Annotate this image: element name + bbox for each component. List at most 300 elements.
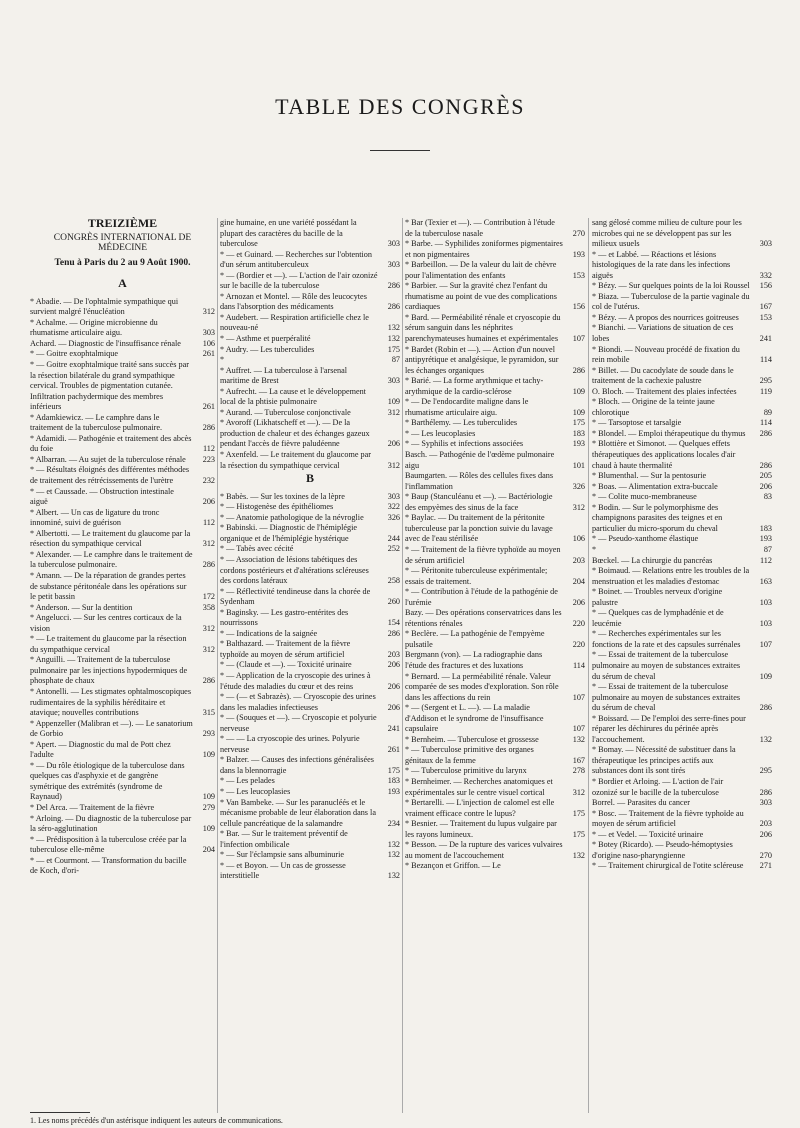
entry-page: 89: [763, 407, 772, 417]
entry-page: 241: [759, 334, 772, 344]
index-entry: [405, 703, 585, 735]
entry-text: * Adamkiewicz. — Le camphre dans le traitement de la tuberculose pulmonaire.: [30, 412, 163, 433]
index-entry: [405, 471, 585, 492]
entry-page: 260: [387, 597, 400, 607]
entry-text: * Albert. — Un cas de ligature du tronc innominé, suivi de guérison: [30, 507, 160, 528]
index-entry: [220, 292, 400, 313]
entry-text: * Besson. — De la rupture des varices vulvaires au moment de l'accouchement: [405, 840, 563, 860]
entry-page: 154: [387, 618, 400, 628]
index-entry: [592, 492, 772, 503]
entry-text: * — Péritonite tuberculeuse expérimentale; essais de traitement.: [405, 566, 548, 586]
entry-page: 153: [572, 270, 585, 280]
index-entry: [405, 513, 585, 545]
index-entry: [592, 556, 772, 567]
entry-page: 234: [387, 818, 400, 828]
entry-page: 286: [759, 460, 772, 470]
index-entry: [592, 682, 772, 714]
entry-page: 206: [387, 681, 400, 691]
entry-text: * — Tarsoptose et tarsalgie: [592, 418, 682, 428]
entry-text: * — et Boyon. — Un cas de grossesse interstitielle: [220, 860, 346, 881]
entry-text: * Blottière et Simonot. — Quelques effets thérapeutiques des applications locales d'air chaud à haute thermalité: [592, 439, 736, 470]
entry-text: sang gélosé comme milieu de culture pour les microbes qui ne se développent pas sur les milieux usuels: [592, 218, 742, 249]
index-entry: [30, 687, 215, 719]
entry-text: * — Les leucoplasies: [220, 786, 291, 796]
entry-page: 119: [760, 386, 772, 396]
entry-text: * Botey (Ricardo). — Pseudo-hémoptysies d'origine naso-pharyngienne: [592, 840, 733, 860]
congress-number: TREIZIÈME: [87, 216, 158, 230]
entry-page: 303: [387, 239, 400, 249]
entry-page: 132: [759, 734, 772, 744]
entry-text: * Abadie. — De l'ophtalmie sympathique qui survient malgré l'énucléation: [30, 296, 179, 317]
index-entry: [220, 334, 400, 345]
entry-text: Bergmann (von). — La radiographie dans l'étude des fractures et des luxations: [405, 650, 543, 670]
index-entry: [592, 418, 772, 429]
entry-text: * Arnozan et Montel. — Rôle des leucocytes dans l'absorption des médicaments: [220, 291, 367, 312]
index-entry: [405, 397, 585, 418]
index-entry: [220, 355, 400, 366]
index-entry: [405, 566, 585, 587]
index-entry: [405, 777, 585, 798]
entry-text: * — Essai de traitement de la tuberculose pulmonaire au moyen de substances extraites du sérum de cheval: [592, 682, 741, 713]
index-entry: [220, 313, 400, 334]
entry-page: 109: [572, 386, 585, 396]
entry-page: 206: [387, 439, 400, 449]
entry-page: 293: [202, 729, 215, 739]
entry-text: * — Réflectivité tendineuse dans la chorée de Sydenham: [220, 586, 371, 607]
entry-text: * Bodin. — Sur le polymorphisme des champignons parasites des teignes et en particulier du micro-sporum du cheval: [592, 502, 723, 533]
index-entry: [405, 439, 585, 450]
entry-page: 312: [572, 502, 585, 512]
entry-text: * Balthazard. — Traitement de la fièvre typhoïde au moyen de sérum artificiel: [220, 639, 351, 659]
index-entry: [592, 397, 772, 418]
entry-text: * Avoroff (Likhatscheff et —). — De la production de chaleur et des échanges gazeux pendant l'accès de fièvre paludéenne: [220, 418, 370, 449]
entry-page: 107: [572, 334, 585, 344]
entry-text: * Boas. — Alimentation extra-buccale: [592, 481, 718, 491]
index-entry: [592, 840, 772, 861]
index-entry: [30, 571, 215, 603]
index-entry: [592, 482, 772, 493]
section-letter: A: [118, 276, 127, 291]
entry-text: * Amann. — De la réparation de grandes pertes de substance péritonéale dans les opérations sur le petit bassin: [30, 570, 187, 602]
entry-text: * Babinski. — Diagnostic de l'hémiplégie organique et de l'hémiplégie hystérique: [220, 523, 358, 543]
index-entry: [220, 660, 400, 671]
index-entry: [405, 492, 585, 513]
entry-text: gine humaine, en une variété possédant la plupart des caractères du bacille de la tuberculose: [220, 218, 357, 249]
entry-page: 112: [760, 555, 772, 565]
entry-text: * Anderson. — Sur la dentition: [30, 602, 133, 612]
entry-page: 295: [759, 376, 772, 386]
entry-page: 109: [572, 407, 585, 417]
entry-page: 312: [202, 623, 215, 633]
entry-page: 244: [387, 533, 400, 543]
entry-page: 206: [759, 829, 772, 839]
index-entry: [405, 239, 585, 260]
index-column-2: [220, 218, 400, 882]
entry-text: * — Du rôle étiologique de la tuberculose dans quelques cas d'asphyxie et de gangrène symétrique des extrémités (syndrome de Raynaud): [30, 760, 185, 802]
index-entry: [220, 345, 400, 356]
column-divider: [588, 218, 589, 1113]
index-entry: [30, 603, 215, 614]
index-entry: [405, 587, 585, 608]
entry-text: * — et Courmont. — Transformation du bacille de Koch, d'ori-: [30, 855, 187, 876]
entry-page: 107: [759, 639, 772, 649]
index-entry: [30, 814, 215, 835]
entry-text: * — Traitement de la fièvre typhoïde au moyen de sérum artificiel: [405, 544, 561, 565]
entry-page: 183: [572, 428, 585, 438]
entry-text: * Del Arca. — Traitement de la fièvre: [30, 802, 155, 812]
entry-page: 109: [202, 750, 215, 760]
index-entry: [220, 850, 400, 861]
index-entry: [220, 502, 400, 513]
entry-page: 175: [572, 418, 585, 428]
entry-text: * — Résultats éloignés des différentes méthodes de traitement des rétrécissements de l'urètre: [30, 465, 190, 486]
index-entry: [592, 387, 772, 398]
index-entry: [592, 471, 772, 482]
entry-page: 109: [387, 397, 400, 407]
index-entry: [220, 418, 400, 450]
entry-page: 312: [387, 407, 400, 417]
index-entry: [30, 318, 215, 339]
entry-text: * Bertarelli. — L'injection de calomel est elle vraiment efficace contre le lupus?: [405, 798, 555, 818]
index-entry: [592, 292, 772, 313]
entry-page: 286: [202, 423, 215, 433]
entry-text: * — (Bordier et —). — L'action de l'air ozonizé sur le bacille de la tuberculose: [220, 270, 378, 291]
index-column-3: [405, 218, 585, 872]
entry-text: * — Tuberculose primitive des organes génitaux de la femme: [405, 745, 534, 765]
entry-text: * — et Labbé. — Réactions et lésions histologiques de la rate dans les infections aiguës: [592, 249, 731, 280]
index-entry: [220, 492, 400, 503]
index-entry: [405, 672, 585, 704]
index-entry: [592, 345, 772, 366]
entry-text: * — Quelques cas de lymphadénie et de leucémie: [592, 608, 724, 628]
entry-page: 261: [387, 744, 400, 754]
column-divider: [402, 218, 403, 1113]
entry-page: 286: [759, 703, 772, 713]
entry-text: * Blumenthal. — Sur la pentosurie: [592, 471, 707, 481]
entry-text: * Boissard. — De l'emploi des serre-fines pour réparer les déchirures du périnée après l'accouchement.: [592, 713, 746, 744]
entry-text: * Appenzeller (Malibran et —). — Le sanatorium de Gorbio: [30, 718, 193, 739]
index-entry: [405, 735, 585, 746]
index-entry: [220, 218, 400, 250]
entry-text: * — Anatomie pathologique de la névroglie: [220, 512, 364, 522]
index-entry: [30, 529, 215, 550]
entry-page: 112: [203, 444, 215, 454]
entry-page: 203: [572, 555, 585, 565]
index-entry: [30, 508, 215, 529]
entry-text: * — Syphilis et infections associées: [405, 439, 524, 449]
entry-text: * Bordier et Arloing. — L'action de l'air ozonizé sur le bacille de la tuberculose: [592, 776, 724, 797]
entry-text: * Bloch. — Origine de la teinte jaune chlorotique: [592, 397, 715, 417]
index-entry: [592, 439, 772, 471]
index-entry: [405, 650, 585, 671]
entry-page: 107: [572, 724, 585, 734]
entry-page: 303: [387, 376, 400, 386]
index-entry: [592, 323, 772, 344]
entry-text: * Angelucci. — Sur les centres corticaux de la vision: [30, 613, 182, 633]
entry-text: * — Goitre exophtalmique: [30, 349, 118, 359]
entry-page: 206: [387, 702, 400, 712]
entry-text: * — Recherches expérimentales sur les fonctions de la rate et des capsules surrénales: [592, 629, 741, 649]
entry-text: * — Les leucoplasies: [405, 428, 476, 438]
index-entry: [405, 766, 585, 777]
entry-page: 132: [387, 850, 400, 860]
entry-text: * Aurand. — Tuberculose conjonctivale: [220, 407, 351, 417]
entry-text: * Billet. — Du cacodylate de soude dans le traitement de la cachexie palustre: [592, 365, 734, 386]
index-entry: [405, 429, 585, 440]
entry-text: * Bezançon et Griffon. — Le: [405, 861, 501, 871]
entry-text: * — et Vedel. — Toxicité urinaire: [592, 829, 704, 839]
index-entry: [592, 629, 772, 650]
index-entry: [405, 418, 585, 429]
index-entry: [30, 297, 215, 318]
entry-text: * Bosc. — Traitement de la fièvre typhoïde au moyen de sérum artificiel: [592, 808, 744, 829]
entry-page: 206: [387, 660, 400, 670]
entry-text: Borrel. — Parasites du cancer: [592, 798, 690, 808]
index-column-1: [30, 218, 215, 877]
entry-text: * — et Caussade. — Obstruction intestinale aiguë: [30, 486, 174, 507]
entry-text: * — et Guinard. — Recherches sur l'obtention d'un sérum antituberculeux: [220, 249, 372, 270]
index-entry: [592, 714, 772, 746]
entry-page: 153: [759, 312, 772, 322]
index-entry: [405, 840, 585, 861]
entry-page: 315: [202, 708, 215, 718]
index-entry: [592, 503, 772, 535]
entry-page: 241: [387, 723, 400, 733]
entry-page: 322: [387, 502, 400, 512]
entry-page: 103: [759, 597, 772, 607]
index-entry: [220, 271, 400, 292]
entry-text: *: [592, 544, 597, 554]
entry-text: * Bernard. — La perméabilité rénale. Valeur comparée de ses modes d'exploration. Son rôle dans les affections du rein: [405, 671, 559, 702]
entry-text: * Apert. — Diagnostic du mal de Pott chez l'adulte: [30, 739, 171, 760]
entry-page: 286: [387, 281, 400, 291]
index-entry: [30, 455, 215, 466]
entry-text: * Albarran. — Au sujet de la tuberculose rénale: [30, 454, 186, 464]
entry-page: 312: [202, 644, 215, 654]
index-entry: [30, 434, 215, 455]
entry-page: 167: [572, 755, 585, 765]
index-entry: [592, 587, 772, 608]
index-entry: [592, 798, 772, 809]
index-entry: [30, 856, 215, 877]
index-entry: [30, 349, 215, 360]
entry-text: * Boimaud. — Relations entre les troubles de la menstruation et les maladies d'estomac: [592, 566, 750, 586]
entry-text: * Bernheim. — Tuberculose et grossesse: [405, 734, 539, 744]
entry-page: 286: [202, 676, 215, 686]
index-entry: [30, 613, 215, 634]
entry-text: * Antonelli. — Les stigmates ophtalmoscopiques rudimentaires de la syphilis héréditaire et atavique; nouvelles contributions: [30, 686, 192, 718]
index-entry: [220, 523, 400, 544]
index-entry: [592, 861, 772, 872]
index-entry: [405, 861, 585, 872]
entry-page: 286: [572, 365, 585, 375]
entry-text: * Babès. — Sur les toxines de la lèpre: [220, 491, 345, 501]
entry-text: * — Prédisposition à la tuberculose créée par la tuberculose elle-même: [30, 834, 187, 855]
entry-text: * — (— et Sabrazès). — Cryoscopie des urines dans les maladies infectieuses: [220, 692, 376, 712]
entry-page: 206: [759, 481, 772, 491]
entry-page: 326: [572, 481, 585, 491]
index-entry: [220, 587, 400, 608]
entry-page: 205: [759, 471, 772, 481]
entry-text: * — Sur l'éclampsie sans albuminurie: [220, 850, 345, 860]
entry-text: * Balzer. — Causes des infections généralisées dans la blennorragie: [220, 755, 374, 775]
entry-text: * Beclère. — La pathogénie de l'empyème pulsatile: [405, 629, 545, 649]
index-entry: [405, 629, 585, 650]
entry-text: * Barbe. — Syphilides zoniformes pigmentaires et non pigmentaires: [405, 239, 563, 259]
entry-page: 132: [387, 839, 400, 849]
index-entry: [405, 450, 585, 471]
entry-text: * Alexander. — Le camphre dans le traitement de la tuberculose pulmonaire.: [30, 549, 193, 570]
entry-page: 278: [572, 766, 585, 776]
index-entry: [220, 755, 400, 776]
entry-text: * Audry. — Les tuberculides: [220, 344, 315, 354]
entry-page: 175: [572, 808, 585, 818]
index-entry: [405, 345, 585, 377]
entry-page: 203: [759, 819, 772, 829]
entry-text: * Bard. — Perméabilité rénale et cryoscopie du sérum sanguin dans les néphrites parenchymateuses humaines et expérimentales: [405, 312, 561, 344]
entry-text: * — Indications de la saignée: [220, 628, 318, 638]
entry-text: * Achalme. — Origine microbienne du rhumatisme articulaire aigu.: [30, 317, 158, 338]
index-entry: [405, 798, 585, 819]
entry-text: * Biaza. — Tuberculose de la partie vaginale du col de l'utérus.: [592, 291, 750, 312]
entry-text: * Bar. — Sur le traitement préventif de l'infection ombilicale: [220, 829, 348, 849]
entry-page: 303: [387, 260, 400, 270]
entry-page: 303: [202, 328, 215, 338]
entry-page: 312: [387, 460, 400, 470]
index-entry: [405, 608, 585, 629]
index-entry: [30, 719, 215, 740]
index-entry: [220, 713, 400, 734]
entry-page: 279: [202, 802, 215, 812]
index-entry: [592, 608, 772, 629]
index-entry: [30, 803, 215, 814]
index-entry: [592, 250, 772, 282]
entry-text: * Aufrecht. — La cause et le développement local de la phtisie pulmonaire: [220, 386, 366, 407]
entry-page: 286: [759, 428, 772, 438]
index-entry: [220, 692, 400, 713]
entry-text: * Barbeillon. — De la valeur du lait de chèvre pour l'alimentation des enfants: [405, 260, 557, 280]
entry-text: O. Bloch. — Traitement des plaies infectées: [592, 386, 737, 396]
entry-text: * — Goitre exophtalmique traité sans succès par la résection bilatérale du grand sympathique cervical. Troubles de pigmentation cutanée. Infiltration pachydermique des membres inférieurs: [30, 360, 189, 412]
entry-text: * — Essai de traitement de la tuberculose pulmonaire au moyen de substances extraites du sérum de cheval: [592, 650, 741, 681]
index-entry: [30, 550, 215, 571]
congress-name: CONGRÈS INTERNATIONAL DE MÉDECINE: [53, 232, 192, 254]
entry-text: * — Le traitement du glaucome par la résection du sympathique cervical: [30, 634, 187, 654]
entry-page: 270: [759, 850, 772, 860]
entry-text: * Bardet (Robin et —). — Action d'un nouvel antipyrétique et analgésique, le pyramidon, sur les échanges organiques: [405, 344, 559, 375]
index-entry: [30, 740, 215, 761]
index-entry: [220, 829, 400, 850]
index-entry: [592, 281, 772, 292]
entry-text: * Albertotti. — Le traitement du glaucome par la résection du sympathique cervical: [30, 528, 191, 549]
index-entry: [30, 487, 215, 508]
entry-text: * Anguilli. — Traitement de la tuberculose pulmonaire par les injections hypodermiques de phosphate de chaux: [30, 655, 188, 686]
index-entry: [220, 450, 400, 471]
entry-page: 132: [572, 734, 585, 744]
index-entry: [220, 608, 400, 629]
entry-text: * Auffret. — La tuberculose à l'arsenal maritime de Brest: [220, 365, 348, 386]
entry-page: 175: [387, 765, 400, 775]
entry-page: 220: [572, 618, 585, 628]
entry-page: 286: [202, 560, 215, 570]
entry-text: * Bomay. — Nécessité de substituer dans la thérapeutique les principes actifs aux substances dont ils sont tirés: [592, 745, 736, 776]
entry-page: 204: [572, 576, 585, 586]
entry-text: * — Association de lésions tabétiques des cordons postérieurs et d'altérations scléreuses des cordons latéraux: [220, 554, 369, 586]
entry-page: 132: [572, 850, 585, 860]
entry-text: * — (Sergent et L. —). — La maladie d'Addison et le syndrome de l'insuffisance capsulaire: [405, 703, 544, 734]
entry-text: * — Application de la cryoscopie des urines à l'étude des maladies du cœur et des reins: [220, 670, 371, 691]
entry-page: 203: [387, 649, 400, 659]
entry-page: 106: [572, 534, 585, 544]
index-column-4: [592, 218, 772, 872]
entry-page: 132: [387, 871, 400, 881]
entry-text: Achard. — Diagnostic de l'insuffisance rénale: [30, 338, 181, 348]
entry-page: 167: [759, 302, 772, 312]
entry-page: 183: [387, 776, 400, 786]
entry-text: * Baup (Stanculéanu et —). — Bactériologie des empyèmes des sinus de la face: [405, 492, 553, 512]
entry-text: * Baginsky. — Les gastro-entérites des nourrissons: [220, 607, 349, 628]
entry-text: * — Tuberculose primitive du larynx: [405, 766, 527, 776]
entry-page: 132: [387, 323, 400, 333]
entry-page: 175: [387, 344, 400, 354]
entry-text: * — (Claude et —). — Toxicité urinaire: [220, 660, 352, 670]
index-entry: [220, 387, 400, 408]
index-entry: [220, 366, 400, 387]
entry-text: Baumgarten. — Rôles des cellules fixes dans l'inflammation: [405, 471, 554, 491]
entry-text: * Bianchi. — Variations de situation de ces lobes: [592, 323, 734, 344]
index-entry: [592, 566, 772, 587]
title-rule: [370, 150, 430, 151]
entry-text: Bœckel. — La chirurgie du pancréas: [592, 555, 713, 565]
index-entry: [220, 861, 400, 882]
entry-page: 156: [572, 302, 585, 312]
entry-page: 193: [387, 786, 400, 796]
entry-page: 87: [391, 355, 400, 365]
footnote-rule: [30, 1112, 90, 1113]
entry-text: * Bézy. — Sur quelques points de la loi Roussel: [592, 281, 750, 291]
entry-text: * — Asthme et puerpéralité: [220, 334, 311, 344]
footnote: 1. Les noms précédés d'un astérisque indiquent les auteurs de communications.: [30, 1116, 283, 1125]
entry-page: 183: [759, 523, 772, 533]
entry-page: 163: [759, 576, 772, 586]
index-entry: [220, 250, 400, 271]
entry-page: 261: [202, 349, 215, 359]
entry-page: 103: [759, 618, 772, 628]
entry-page: 303: [759, 798, 772, 808]
index-entry: [220, 671, 400, 692]
entry-text: * Biondi. — Nouveau procédé de fixation du rein mobile: [592, 344, 740, 365]
entry-text: Bazy. — Des opérations conservatrices dans les rétentions rénales: [405, 608, 562, 628]
entry-text: * Arloing. — Du diagnostic de la tuberculose par la séro-agglutination: [30, 813, 192, 834]
entry-page: 312: [202, 539, 215, 549]
entry-text: * Van Bambeke. — Sur les paranucléés et le mécanisme probable de leur élaboration dans la cellule pancréatique de la salamandre: [220, 797, 376, 828]
entry-text: * — Pseudo-xanthome élastique: [592, 534, 699, 544]
index-entry: [405, 545, 585, 566]
index-entry: [592, 745, 772, 777]
entry-page: 261: [202, 402, 215, 412]
index-entry: [220, 544, 400, 555]
entry-page: 206: [202, 497, 215, 507]
index-entry: [30, 413, 215, 434]
entry-page: 114: [760, 418, 772, 428]
entry-page: 175: [572, 829, 585, 839]
entry-page: 193: [572, 439, 585, 449]
entry-page: 114: [573, 660, 585, 670]
entry-page: 286: [387, 302, 400, 312]
index-entry: [30, 360, 215, 413]
entry-text: * Barbier. — Sur la gravité chez l'enfant du rhumatisme au point de vue des complications cardiaques: [405, 281, 557, 312]
index-entry: [30, 835, 215, 856]
